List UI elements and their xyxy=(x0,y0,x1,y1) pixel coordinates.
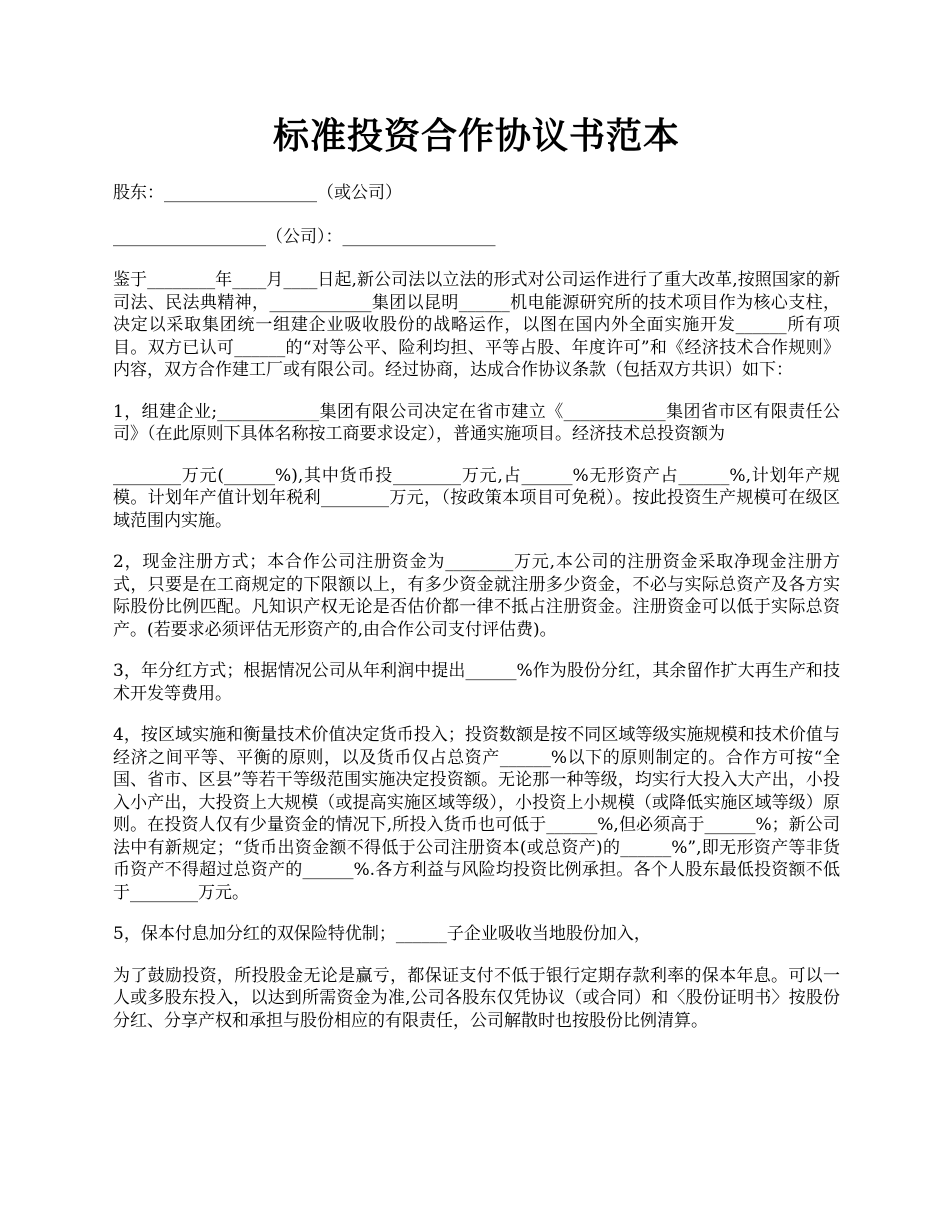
clause-3-paragraph: 3，年分红方式；根据情况公司从年利润中提出______%作为股份分红，其余留作扩大再生产和技术开发等费用。 xyxy=(113,661,840,704)
document-page xyxy=(113,112,840,1051)
preamble-paragraph: 鉴于________年____月____日起,新公司法以立法的形式对公司运作进行了重大改革,按照国家的新司法、民法典精神，____________集团以昆明______机电能源研究所的技术项目作为核心支柱，决定以采取集团统一组建企业吸收股份的战略运作，以图在国内外全面实施开发______所有项目。双方已认可______的“对等公平、险利均担、平等占股、年度许可”和《经济技术合作规则》内容，双方合作建工厂或有限公司。经过协商，达成合作协议条款（包括双方共识）如下： xyxy=(113,270,840,380)
clause-4-paragraph: 4，按区域实施和衡量技术价值决定货币投入；投资数额是按不同区域等级实施规模和技术价值与经济之间平等、平衡的原则，以及货币仅占总资产______%以下的原则制定的。合作方可按“全国、省市、区县”等若干等级范围实施决定投资额。无论那一种等级，均实行大投入大产出，小投入小产出，大投资上大规模（或提高实施区域等级），小投资上小规模（或降低实施区域等级）原则。在投资人仅有少量资金的情况下,所投入货币也可低于______%,但必须高于______%；新公司法中有新规定；“货币出资金额不得低于公司注册资本(或总资产)的______%”,即无形资产等非货币资产不得超过总资产的______%.各方利益与风险均投资比例承担。各个人股东最低投资额不低于________万元。 xyxy=(113,725,840,903)
clause-5-paragraph: 5，保本付息加分红的双保险特优制；______子企业吸收当地股份加入， xyxy=(113,924,651,944)
investment-incentive-paragraph: 为了鼓励投资，所投股金无论是赢亏，都保证支付不低于银行定期存款利率的保本年息。可以一人或多股东投入，以达到所需资金为准,公司各股东仅凭协议（或合同）和〈股份证明书〉按股份分红、分享产权和承担与股份相应的有限责任，公司解散时也按股份比例清算。 xyxy=(113,965,840,1031)
company-line: __________________（公司）：__________________ xyxy=(113,226,496,247)
shareholder-line: 股东：__________________（或公司） xyxy=(113,183,402,203)
clause-1-paragraph: 1，组建企业;____________集团有限公司决定在省市建立《____________集团省市区有限责任公司》（在此原则下具体名称按工商要求设定），普通实施项目。经济技术总投资额为 xyxy=(113,401,840,444)
clause-2-paragraph: 2，现金注册方式；本合作公司注册资金为________万元,本公司的注册资金采取净现金注册方式，只要是在工商规定的下限额以上，有多少资金就注册多少资金，不必与实际总资产及各方实际股份比例匹配。凡知识产权无论是否估价都一律不抵占注册资金。注册资金可以低于实际总资产。(若要求必须评估无形资产的,由合作公司支付评估费)。 xyxy=(113,552,840,640)
document-title: 标准投资合作协议书范本 xyxy=(272,115,680,157)
investment-amount-paragraph: ________万元(______%),其中货币投________万元,占______%无形资产占______%,计划年产规模。计划年产值计划年税利________万元，（按政策本项目可免税）。按此投资生产规模可在级区域范围内实施。 xyxy=(113,465,840,531)
